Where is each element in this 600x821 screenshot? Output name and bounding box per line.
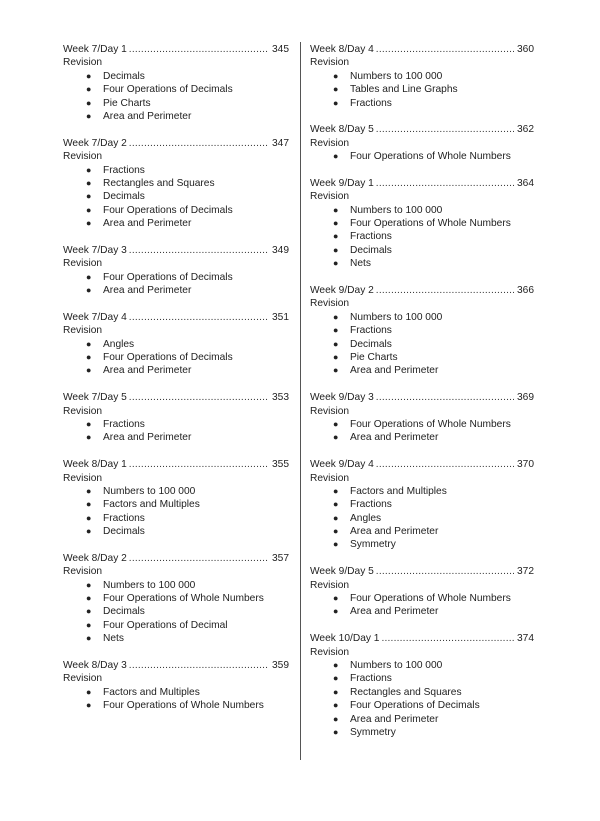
dot-leader bbox=[376, 391, 514, 404]
topic-text: Fractions bbox=[350, 325, 392, 337]
bullet-icon: ● bbox=[86, 606, 92, 617]
entry-title: Week 8/Day 4 bbox=[310, 44, 374, 55]
entry-title: Week 9/Day 4 bbox=[310, 459, 374, 471]
toc-entry-heading bbox=[63, 137, 289, 150]
dot-leader bbox=[376, 177, 514, 190]
entry-title: Week 9/Day 5 bbox=[310, 566, 374, 578]
topic-item bbox=[63, 217, 289, 230]
topic-text: Decimals bbox=[103, 191, 145, 203]
revision-label: Revision bbox=[63, 57, 103, 69]
toc-entry bbox=[310, 43, 534, 110]
page-number: 351 bbox=[272, 311, 289, 323]
page-number: 369 bbox=[517, 392, 534, 404]
entry-title: Week 8/Day 2 bbox=[63, 552, 127, 564]
bullet-icon: ● bbox=[333, 593, 339, 604]
bullet-icon: ● bbox=[86, 204, 92, 215]
revision-label: Revision bbox=[63, 472, 103, 484]
topic-text: Fractions bbox=[350, 231, 392, 243]
topic-text: Four Operations of Decimals bbox=[103, 204, 233, 216]
bullet-icon: ● bbox=[86, 512, 92, 523]
topic-text: Area and Perimeter bbox=[350, 432, 439, 444]
entry-title: Week 8/Day 3 bbox=[63, 659, 127, 671]
topic-text: Area and Perimeter bbox=[103, 285, 192, 297]
revision-label: Revision bbox=[63, 673, 103, 685]
topic-text: Pie Charts bbox=[350, 351, 398, 363]
page-number: 355 bbox=[272, 459, 289, 471]
topic-text: Numbers to 100 000 bbox=[350, 659, 443, 671]
topic-text: Factors and Multiples bbox=[103, 499, 200, 511]
dot-leader bbox=[381, 632, 514, 645]
column-divider bbox=[300, 42, 301, 760]
bullet-icon: ● bbox=[333, 218, 339, 229]
bullet-icon: ● bbox=[86, 579, 92, 590]
topic-item bbox=[310, 512, 534, 525]
page-number: 370 bbox=[517, 459, 534, 471]
page-number: 359 bbox=[272, 659, 289, 671]
topic-text: Rectangles and Squares bbox=[103, 177, 215, 189]
bullet-icon: ● bbox=[333, 258, 339, 269]
dot-leader bbox=[376, 565, 514, 578]
topic-list bbox=[63, 579, 289, 646]
topic-list bbox=[310, 70, 534, 110]
topic-list bbox=[310, 659, 534, 739]
toc-entry-heading bbox=[63, 552, 289, 565]
dot-leader bbox=[129, 137, 269, 150]
topic-text: Four Operations of Whole Numbers bbox=[103, 700, 264, 712]
bullet-icon: ● bbox=[333, 325, 339, 336]
topic-text: Numbers to 100 000 bbox=[350, 70, 443, 82]
bullet-icon: ● bbox=[86, 485, 92, 496]
revision-label: Revision bbox=[63, 325, 103, 337]
topic-item bbox=[63, 338, 289, 351]
bullet-icon: ● bbox=[86, 418, 92, 429]
topic-text: Pie Charts bbox=[103, 97, 151, 109]
topic-text: Decimals bbox=[103, 606, 145, 618]
bullet-icon: ● bbox=[86, 686, 92, 697]
topic-item bbox=[310, 418, 534, 431]
toc-entry bbox=[310, 565, 534, 619]
topic-item bbox=[310, 525, 534, 538]
topic-item bbox=[310, 659, 534, 672]
toc-entry bbox=[63, 311, 289, 378]
topic-text: Four Operations of Whole Numbers bbox=[350, 593, 511, 605]
topic-item bbox=[63, 525, 289, 538]
topic-item bbox=[63, 110, 289, 123]
toc-entry bbox=[310, 458, 534, 552]
topic-text: Numbers to 100 000 bbox=[103, 579, 196, 591]
topic-item bbox=[63, 498, 289, 511]
toc-entry bbox=[63, 137, 289, 231]
toc-entry bbox=[310, 177, 534, 271]
page-number: 360 bbox=[517, 44, 534, 55]
topic-text: Fractions bbox=[350, 499, 392, 511]
topic-item bbox=[63, 351, 289, 364]
entry-title: Week 10/Day 1 bbox=[310, 633, 380, 645]
page-number: 364 bbox=[517, 177, 534, 189]
topic-item bbox=[310, 230, 534, 243]
toc-entry bbox=[63, 43, 289, 123]
bullet-icon: ● bbox=[333, 539, 339, 550]
toc-entry-heading bbox=[310, 632, 534, 645]
dot-leader bbox=[129, 391, 269, 404]
entry-title: Week 8/Day 5 bbox=[310, 124, 374, 136]
topic-item bbox=[63, 686, 289, 699]
topic-item bbox=[310, 244, 534, 257]
topic-item bbox=[310, 605, 534, 618]
toc-entry-heading bbox=[63, 244, 289, 257]
topic-text: Nets bbox=[350, 258, 371, 270]
bullet-icon: ● bbox=[86, 110, 92, 121]
page-number: 357 bbox=[272, 552, 289, 564]
bullet-icon: ● bbox=[333, 204, 339, 215]
bullet-icon: ● bbox=[333, 499, 339, 510]
toc-entry-heading bbox=[310, 43, 534, 56]
toc-entry-heading bbox=[310, 565, 534, 578]
topic-item bbox=[310, 364, 534, 377]
topic-text: Four Operations of Whole Numbers bbox=[350, 151, 511, 163]
dot-leader bbox=[129, 311, 269, 324]
topic-text: Angles bbox=[103, 338, 135, 350]
toc-entry-heading bbox=[310, 123, 534, 136]
entry-title: Week 7/Day 3 bbox=[63, 244, 127, 256]
toc-entry-heading bbox=[310, 284, 534, 297]
bullet-icon: ● bbox=[86, 351, 92, 362]
topic-list bbox=[63, 338, 289, 378]
topic-item bbox=[310, 686, 534, 699]
bullet-icon: ● bbox=[86, 526, 92, 537]
revision-label: Revision bbox=[310, 191, 350, 203]
bullet-icon: ● bbox=[333, 97, 339, 108]
topic-item bbox=[310, 338, 534, 351]
topic-item bbox=[63, 485, 289, 498]
bullet-icon: ● bbox=[333, 365, 339, 376]
topic-item bbox=[310, 217, 534, 230]
topic-item bbox=[310, 70, 534, 83]
topic-item bbox=[63, 70, 289, 83]
topic-list bbox=[310, 204, 534, 271]
topic-item bbox=[310, 97, 534, 110]
dot-leader bbox=[129, 43, 269, 56]
bullet-icon: ● bbox=[86, 432, 92, 443]
bullet-icon: ● bbox=[333, 338, 339, 349]
bullet-icon: ● bbox=[86, 285, 92, 296]
revision-label: Revision bbox=[310, 579, 350, 591]
page-number: 345 bbox=[272, 44, 289, 55]
topic-text: Decimals bbox=[103, 526, 145, 538]
bullet-icon: ● bbox=[333, 311, 339, 322]
toc-entry-heading bbox=[310, 177, 534, 190]
topic-item bbox=[310, 672, 534, 685]
topic-item bbox=[63, 164, 289, 177]
entry-title: Week 8/Day 1 bbox=[63, 459, 127, 471]
bullet-icon: ● bbox=[86, 218, 92, 229]
bullet-icon: ● bbox=[333, 231, 339, 242]
topic-item bbox=[63, 699, 289, 712]
entry-title: Week 9/Day 1 bbox=[310, 177, 374, 189]
topic-text: Fractions bbox=[103, 164, 145, 176]
topic-text: Symmetry bbox=[350, 726, 396, 738]
toc-entry bbox=[63, 244, 289, 298]
topic-text: Four Operations of Decimal bbox=[103, 619, 228, 631]
topic-text: Factors and Multiples bbox=[103, 686, 200, 698]
toc-entry bbox=[310, 632, 534, 739]
topic-item bbox=[63, 512, 289, 525]
topic-text: Numbers to 100 000 bbox=[350, 311, 443, 323]
topic-text: Fractions bbox=[350, 97, 392, 109]
topic-text: Area and Perimeter bbox=[350, 365, 439, 377]
topic-item bbox=[63, 177, 289, 190]
topic-item bbox=[310, 699, 534, 712]
topic-text: Area and Perimeter bbox=[103, 218, 192, 230]
revision-label: Revision bbox=[310, 472, 350, 484]
topic-item bbox=[63, 204, 289, 217]
toc-entry bbox=[310, 284, 534, 378]
revision-label: Revision bbox=[310, 137, 350, 149]
topic-item bbox=[63, 579, 289, 592]
toc-entry bbox=[63, 659, 289, 713]
topic-list bbox=[310, 485, 534, 552]
topic-list bbox=[63, 418, 289, 445]
topic-text: Symmetry bbox=[350, 539, 396, 551]
topic-item bbox=[63, 271, 289, 284]
bullet-icon: ● bbox=[86, 97, 92, 108]
topic-item bbox=[63, 190, 289, 203]
topic-list bbox=[63, 686, 289, 713]
topic-text: Area and Perimeter bbox=[103, 365, 192, 377]
dot-leader bbox=[376, 123, 514, 136]
page-number: 347 bbox=[272, 137, 289, 149]
topic-text: Factors and Multiples bbox=[350, 485, 447, 497]
toc-entry-heading bbox=[310, 391, 534, 404]
topic-text: Decimals bbox=[103, 70, 145, 82]
topic-text: Numbers to 100 000 bbox=[350, 204, 443, 216]
entry-title: Week 9/Day 3 bbox=[310, 392, 374, 404]
topic-text: Area and Perimeter bbox=[103, 110, 192, 122]
page-number: 349 bbox=[272, 244, 289, 256]
bullet-icon: ● bbox=[86, 84, 92, 95]
revision-label: Revision bbox=[63, 151, 103, 163]
toc-entry-heading bbox=[63, 311, 289, 324]
entry-title: Week 7/Day 1 bbox=[63, 44, 127, 55]
entry-title: Week 7/Day 5 bbox=[63, 392, 127, 404]
bullet-icon: ● bbox=[333, 418, 339, 429]
entry-title: Week 9/Day 2 bbox=[310, 285, 374, 297]
page-number: 353 bbox=[272, 392, 289, 404]
topic-text: Decimals bbox=[350, 244, 392, 256]
topic-list bbox=[310, 418, 534, 445]
topic-list bbox=[63, 70, 289, 124]
revision-label: Revision bbox=[63, 405, 103, 417]
topic-item bbox=[310, 257, 534, 270]
dot-leader bbox=[376, 284, 514, 297]
revision-label: Revision bbox=[310, 57, 350, 69]
topic-item bbox=[310, 592, 534, 605]
toc-entry-heading bbox=[63, 43, 289, 56]
topic-text: Four Operations of Decimals bbox=[103, 84, 233, 96]
topic-item bbox=[310, 713, 534, 726]
topic-item bbox=[63, 431, 289, 444]
topic-text: Four Operations of Decimals bbox=[103, 271, 233, 283]
topic-item bbox=[63, 619, 289, 632]
revision-label: Revision bbox=[310, 646, 350, 658]
toc-entry bbox=[63, 391, 289, 445]
topic-item bbox=[63, 592, 289, 605]
bullet-icon: ● bbox=[333, 713, 339, 724]
topic-item bbox=[310, 204, 534, 217]
dot-leader bbox=[376, 43, 514, 56]
bullet-icon: ● bbox=[86, 619, 92, 630]
topic-list bbox=[310, 150, 534, 163]
topic-list bbox=[310, 311, 534, 378]
toc-entry bbox=[63, 458, 289, 538]
topic-item bbox=[310, 498, 534, 511]
bullet-icon: ● bbox=[86, 164, 92, 175]
page-number: 374 bbox=[517, 633, 534, 645]
bullet-icon: ● bbox=[333, 512, 339, 523]
topic-text: Four Operations of Whole Numbers bbox=[350, 218, 511, 230]
entry-title: Week 7/Day 2 bbox=[63, 137, 127, 149]
topic-text: Area and Perimeter bbox=[350, 606, 439, 618]
topic-text: Numbers to 100 000 bbox=[103, 485, 196, 497]
toc-entry-heading bbox=[310, 458, 534, 471]
topic-text: Four Operations of Decimals bbox=[350, 700, 480, 712]
toc-right-column bbox=[310, 43, 534, 753]
bullet-icon: ● bbox=[333, 700, 339, 711]
topic-item bbox=[63, 364, 289, 377]
bullet-icon: ● bbox=[86, 593, 92, 604]
bullet-icon: ● bbox=[333, 659, 339, 670]
page-number: 366 bbox=[517, 285, 534, 297]
topic-text: Rectangles and Squares bbox=[350, 686, 462, 698]
topic-text: Area and Perimeter bbox=[350, 713, 439, 725]
bullet-icon: ● bbox=[333, 432, 339, 443]
topic-item bbox=[310, 431, 534, 444]
topic-item bbox=[310, 324, 534, 337]
bullet-icon: ● bbox=[333, 526, 339, 537]
topic-item bbox=[63, 632, 289, 645]
bullet-icon: ● bbox=[86, 191, 92, 202]
bullet-icon: ● bbox=[333, 70, 339, 81]
toc-left-column bbox=[63, 43, 289, 726]
topic-item bbox=[310, 311, 534, 324]
topic-list bbox=[310, 592, 534, 619]
bullet-icon: ● bbox=[86, 365, 92, 376]
dot-leader bbox=[129, 244, 269, 257]
bullet-icon: ● bbox=[333, 351, 339, 362]
bullet-icon: ● bbox=[86, 338, 92, 349]
toc-entry bbox=[310, 391, 534, 445]
bullet-icon: ● bbox=[333, 485, 339, 496]
bullet-icon: ● bbox=[333, 726, 339, 737]
toc-entry bbox=[63, 552, 289, 646]
topic-text: Area and Perimeter bbox=[103, 432, 192, 444]
topic-item bbox=[310, 485, 534, 498]
bullet-icon: ● bbox=[86, 70, 92, 81]
page-number: 362 bbox=[517, 124, 534, 136]
bullet-icon: ● bbox=[333, 686, 339, 697]
toc-entry-heading bbox=[63, 391, 289, 404]
topic-item bbox=[63, 97, 289, 110]
topic-text: Four Operations of Whole Numbers bbox=[350, 418, 511, 430]
topic-text: Decimals bbox=[350, 338, 392, 350]
bullet-icon: ● bbox=[86, 499, 92, 510]
topic-text: Fractions bbox=[350, 673, 392, 685]
topic-text: Tables and Line Graphs bbox=[350, 84, 458, 96]
topic-item bbox=[63, 418, 289, 431]
topic-text: Four Operations of Whole Numbers bbox=[103, 593, 264, 605]
toc-entry-heading bbox=[63, 659, 289, 672]
bullet-icon: ● bbox=[86, 271, 92, 282]
topic-text: Fractions bbox=[103, 418, 145, 430]
topic-item bbox=[63, 605, 289, 618]
topic-text: Angles bbox=[350, 512, 382, 524]
bullet-icon: ● bbox=[86, 633, 92, 644]
revision-label: Revision bbox=[63, 258, 103, 270]
topic-item bbox=[63, 83, 289, 96]
bullet-icon: ● bbox=[86, 177, 92, 188]
toc-entry bbox=[310, 123, 534, 163]
dot-leader bbox=[129, 659, 269, 672]
bullet-icon: ● bbox=[86, 700, 92, 711]
topic-item bbox=[310, 726, 534, 739]
bullet-icon: ● bbox=[333, 606, 339, 617]
topic-text: Fractions bbox=[103, 512, 145, 524]
revision-label: Revision bbox=[310, 405, 350, 417]
toc-entry-heading bbox=[63, 458, 289, 471]
revision-label: Revision bbox=[310, 298, 350, 310]
topic-item bbox=[310, 538, 534, 551]
revision-label: Revision bbox=[63, 566, 103, 578]
topic-text: Area and Perimeter bbox=[350, 526, 439, 538]
bullet-icon: ● bbox=[333, 673, 339, 684]
topic-item bbox=[310, 351, 534, 364]
bullet-icon: ● bbox=[333, 244, 339, 255]
topic-text: Four Operations of Decimals bbox=[103, 351, 233, 363]
entry-title: Week 7/Day 4 bbox=[63, 311, 127, 323]
topic-text: Nets bbox=[103, 633, 124, 645]
topic-item bbox=[310, 83, 534, 96]
topic-item bbox=[310, 150, 534, 163]
dot-leader bbox=[129, 552, 269, 565]
topic-item bbox=[63, 284, 289, 297]
bullet-icon: ● bbox=[333, 84, 339, 95]
dot-leader bbox=[129, 458, 269, 471]
dot-leader bbox=[376, 458, 514, 471]
bullet-icon: ● bbox=[333, 151, 339, 162]
page-number: 372 bbox=[517, 566, 534, 578]
topic-list bbox=[63, 271, 289, 298]
topic-list bbox=[63, 164, 289, 231]
topic-list bbox=[63, 485, 289, 539]
